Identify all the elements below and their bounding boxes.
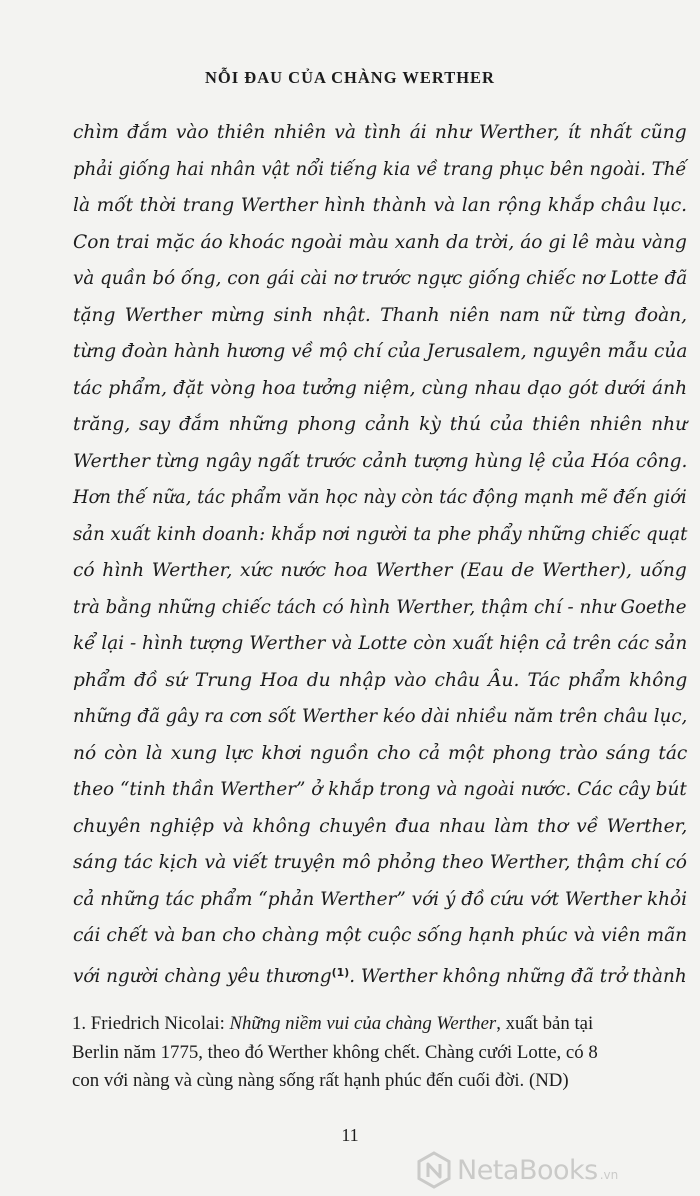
body-line: theo “tinh thần Werther” ở khắp trong và ngoài nước. Các cây bút bbox=[73, 779, 687, 801]
body-line: sáng tác kịch và viết truyện mô phỏng theo Werther, thậm chí có bbox=[73, 852, 687, 874]
body-line: cái chết và ban cho chàng một cuộc sống hạnh phúc và viên mãn bbox=[73, 925, 688, 947]
body-line: là mốt thời trang Werther hình thành và lan rộng khắp châu lục. bbox=[73, 195, 688, 217]
body-line: phẩm đồ sứ Trung Hoa du nhập vào châu Âu. Tác phẩm không bbox=[73, 669, 688, 691]
body-line: từng đoàn hành hương về mộ chí của Jerusalem, nguyên mẫu của bbox=[73, 341, 688, 363]
body-line: Hơn thế nữa, tác phẩm văn học này còn tác động mạnh mẽ đến giới bbox=[73, 487, 687, 509]
footnote-book-title: Những niềm vui của chàng Werther bbox=[229, 1013, 497, 1034]
body-line-last: với người chàng yêu thương$^{(1)}$. Werther không những đã trở thành bbox=[73, 965, 687, 987]
footnote-line-2: Berlin năm 1775, theo đó Werther không chết. Chàng cưới Lotte, có 8 bbox=[72, 1041, 598, 1063]
body-line: những đã gây ra cơn sốt Werther kéo dài nhiều năm trên châu lục, bbox=[73, 706, 688, 728]
body-line: trăng, say đắm những phong cảnh kỳ thú của thiên nhiên như bbox=[73, 414, 688, 436]
show-through-text bbox=[210, 912, 680, 974]
body-text bbox=[73, 115, 687, 991]
running-header: NỖI ĐAU CỦA CHÀNG WERTHER bbox=[205, 68, 495, 87]
body-line: sản xuất kinh doanh: khắp nơi người ta phe phẩy những chiếc quạt bbox=[73, 523, 688, 545]
netabooks-logo-icon bbox=[417, 1151, 451, 1189]
watermark-suffix: .vn bbox=[599, 1168, 619, 1182]
body-line: chuyên nghiệp và không chuyên đua nhau làm thơ về Werther, bbox=[73, 815, 688, 837]
body-line: Werther từng ngây ngất trước cảnh tượng hùng lệ của Hóa công. bbox=[73, 450, 688, 472]
body-line: nó còn là xung lực khơi nguồn cho cả một phong trào sáng tác bbox=[73, 742, 688, 764]
body-line: trà bằng những chiếc tách có hình Werther, thậm chí - như Goethe bbox=[73, 596, 687, 618]
footnote-line-3: con với nàng và cùng nàng sống rất hạnh phúc đến cuối đời. (ND) bbox=[72, 1070, 569, 1091]
body-line: có hình Werther, xức nước hoa Werther (Eau de Werther), uống bbox=[73, 560, 687, 582]
footnote-reference[interactable]: (1) bbox=[331, 965, 350, 979]
body-line: kể lại - hình tượng Werther và Lotte còn xuất hiện cả trên các sản bbox=[73, 633, 688, 655]
body-line: cả những tác phẩm “phản Werther” với ý đồ cứu vớt Werther khỏi bbox=[73, 888, 688, 910]
body-line: phải giống hai nhân vật nổi tiếng kia về trang phục bên ngoài. Thế bbox=[73, 158, 687, 180]
watermark-brand: NetaBooks bbox=[457, 1154, 598, 1186]
page-number: 11 bbox=[341, 1125, 359, 1145]
footnote-line-1: 1. Friedrich Nicolai: Những niềm vui của chàng Werther, xuất bản tại bbox=[72, 1013, 594, 1034]
footnote bbox=[72, 1010, 682, 1096]
body-line: chìm đắm vào thiên nhiên và tình ái như Werther, ít nhất cũng bbox=[73, 122, 687, 143]
body-line: tác phẩm, đặt vòng hoa tưởng niệm, cùng nhau dạo gót dưới ánh bbox=[73, 377, 688, 399]
body-line: tặng Werther mừng sinh nhật. Thanh niên nam nữ từng đoàn, bbox=[73, 304, 688, 326]
body-line: Con trai mặc áo khoác ngoài màu xanh da trời, áo gi lê màu vàng bbox=[73, 231, 687, 253]
body-line: và quần bó ống, con gái cài nơ trước ngực giống chiếc nơ Lotte đã bbox=[73, 268, 688, 290]
watermark bbox=[417, 1150, 618, 1190]
